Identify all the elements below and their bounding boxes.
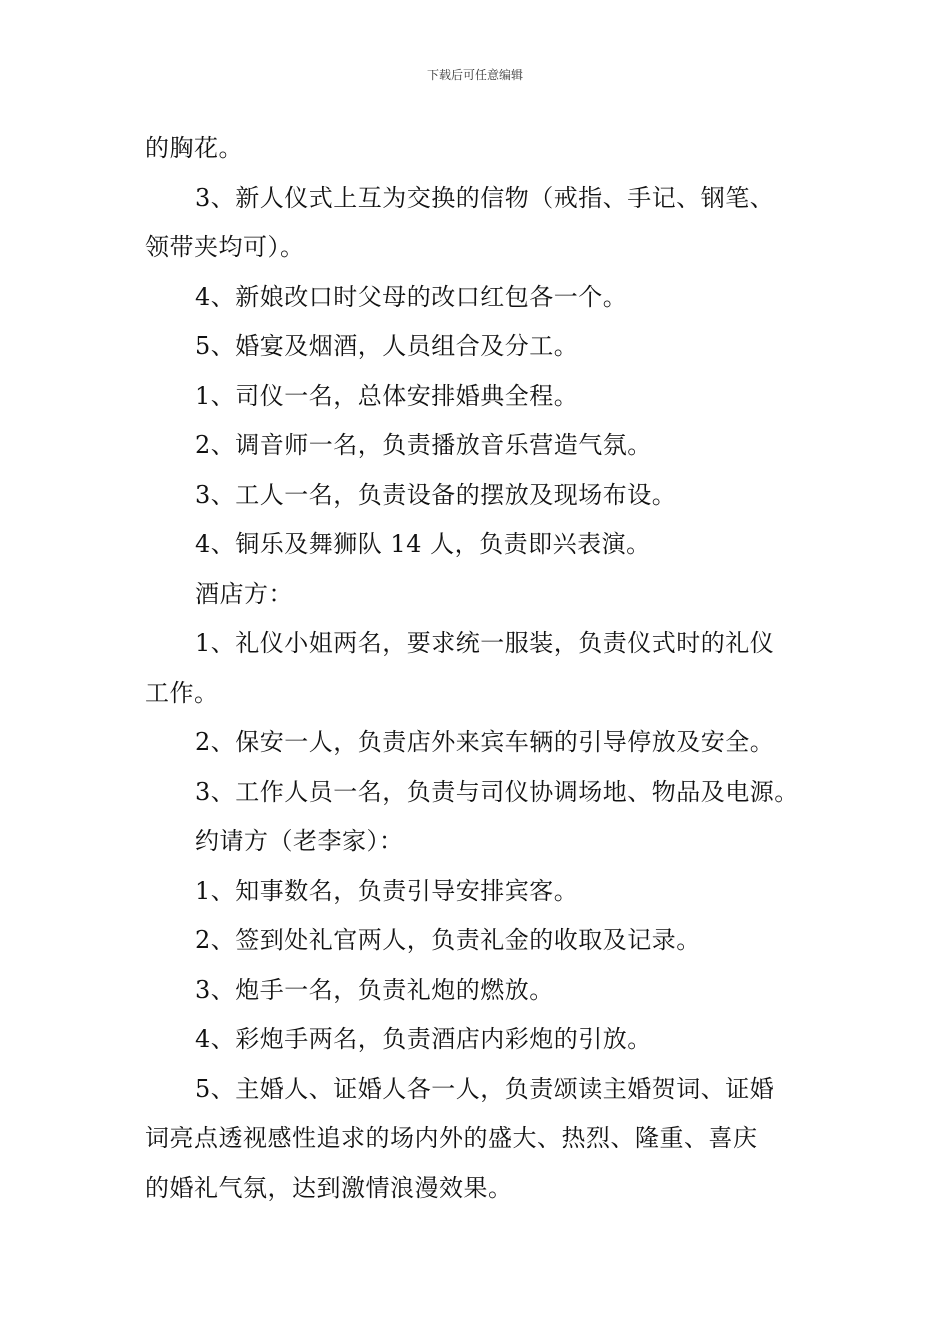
text-line: 的婚礼气氛，达到激情浪漫效果。 (145, 1173, 513, 1202)
text-line: 1、司仪一名，总体安排婚典全程。 (195, 381, 579, 410)
text-line: 3、新人仪式上互为交换的信物（戒指、手记、钢笔、 (195, 183, 775, 212)
text-line: 工作。 (145, 678, 219, 707)
section-heading: 酒店方： (195, 579, 293, 608)
page-header: 下载后可任意编辑 (426, 68, 523, 82)
text-line: 2、调音师一名，负责播放音乐营造气氛。 (195, 431, 652, 459)
document-body (145, 124, 817, 1213)
text-line: 3、炮手一名，负责礼炮的燃放。 (195, 975, 554, 1004)
text-line: 词亮点透视感性追求的场内外的盛大、热烈、隆重、喜庆 (145, 1124, 758, 1152)
text-line: 1、礼仪小姐两名，要求统一服装，负责仪式时的礼仪 (195, 629, 775, 657)
text-line: 4、铜乐及舞狮队 14 人，负责即兴表演。 (195, 530, 651, 558)
section-heading: 约请方（老李家）： (195, 827, 404, 855)
text-line: 4、新娘改口时父母的改口红包各一个。 (195, 282, 628, 311)
text-line: 2、签到处礼官两人，负责礼金的收取及记录。 (195, 926, 701, 954)
text-line: 的胸花。 (145, 134, 243, 162)
text-line: 3、工人一名，负责设备的摆放及现场布设。 (195, 480, 677, 509)
text-line: 领带夹均可）。 (145, 233, 305, 261)
text-line: 5、主婚人、证婚人各一人，负责颂读主婚贺词、证婚 (195, 1074, 775, 1103)
text-line: 5、婚宴及烟酒，人员组合及分工。 (195, 332, 579, 360)
text-line: 1、知事数名，负责引导安排宾客。 (195, 876, 579, 905)
text-line: 3、工作人员一名，负责与司仪协调场地、物品及电源。 (195, 777, 799, 806)
text-line: 4、彩炮手两名，负责酒店内彩炮的引放。 (195, 1025, 652, 1053)
text-line: 2、保安一人，负责店外来宾车辆的引导停放及安全。 (195, 728, 775, 756)
